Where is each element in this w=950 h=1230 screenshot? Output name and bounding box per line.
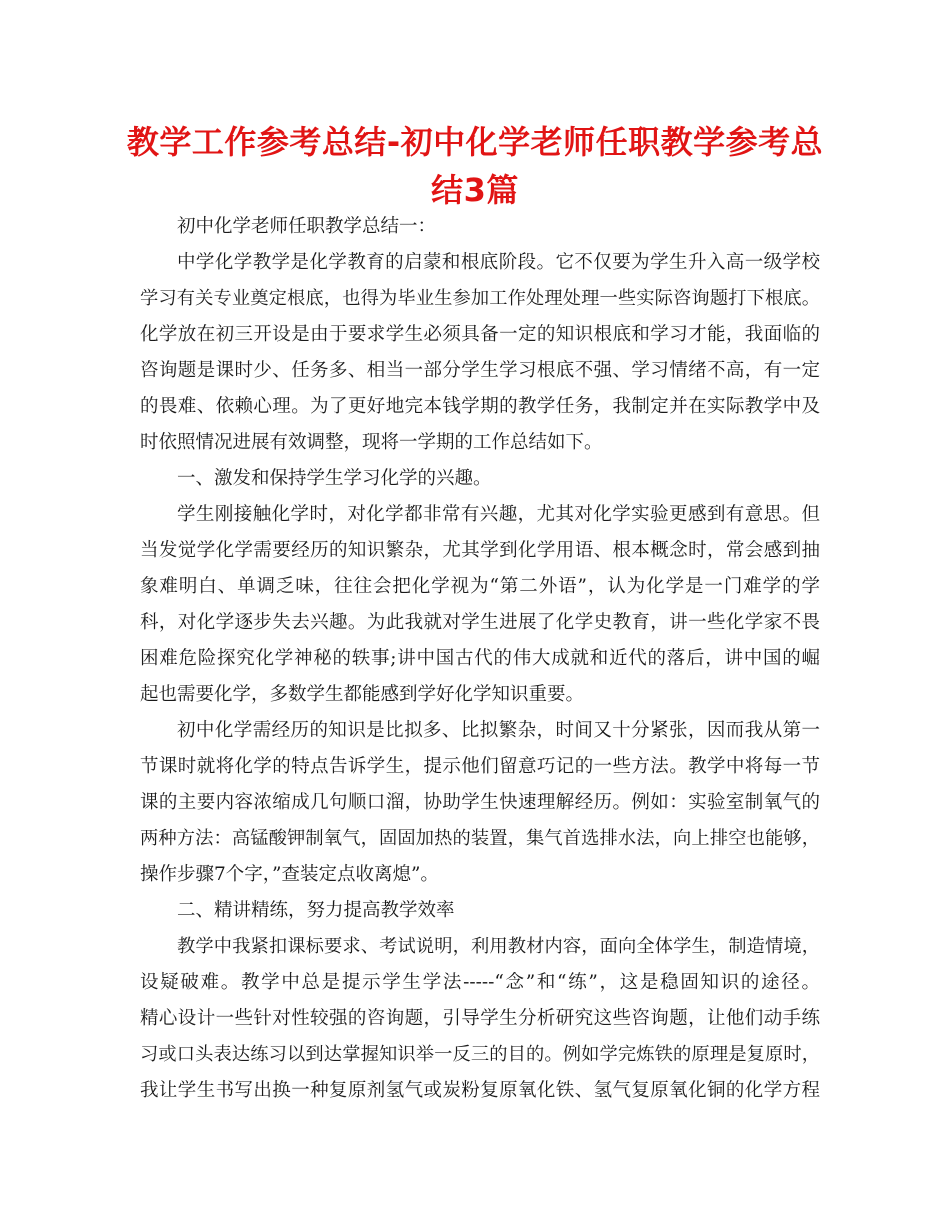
document-title [120,118,830,214]
paragraph-line: 两种方法：高锰酸钾制氧气，固固加热的装置，集气首选排水法，向上排空也能够， [140,828,820,849]
paragraph-line: 当发觉学化学需要经历的知识繁杂，尤其学到化学用语、根本概念时，常会感到抽 [140,540,820,561]
paragraph-line: 初中化学需经历的知识是比拟多、比拟繁杂，时间又十分紧张，因而我从第一 [177,720,820,741]
paragraph-line: 习或口头表达练习以到达掌握知识举一反三的目的。例如学完炼铁的原理是复原时， [140,1044,820,1065]
title-line-2: 结3篇 [431,171,519,209]
paragraph-line: 初中化学老师任职教学总结一： [177,216,437,237]
paragraph-line: 我让学生书写出换一种复原剂氢气或炭粉复原氧化铁、氢气复原氧化铜的化学方程 [140,1080,820,1101]
paragraph-line: 一、激发和保持学生学习化学的兴趣。 [177,468,492,489]
document-body [140,209,820,1109]
paragraph-line: 二、精讲精练，努力提高教学效率 [177,900,455,921]
paragraph-line: 操作步骤7个字，”查装定点收离熄”。 [140,864,439,885]
paragraph-line: 象难明白、单调乏味，往往会把化学视为“第二外语”，认为化学是一门难学的学 [140,576,820,597]
paragraph-line: 课的主要内容浓缩成几句顺口溜，协助学生快速理解经历。例如：实验室制氧气的 [140,792,820,813]
paragraph-line: 节课时就将化学的特点告诉学生，提示他们留意巧记的一些方法。教学中将每一节 [140,756,820,777]
paragraph-line: 学生刚接触化学时，对化学都非常有兴趣，尤其对化学实验更感到有意思。但 [177,504,820,525]
paragraph-line: 时依照情况进展有效调整，现将一学期的工作总结如下。 [140,432,603,453]
paragraph-line: 科，对化学逐步失去兴趣。为此我就对学生进展了化学史教育，讲一些化学家不畏 [140,612,820,633]
paragraph-line: 学习有关专业奠定根底，也得为毕业生参加工作处理处理一些实际咨询题打下根底。 [140,288,820,309]
paragraph-line: 困难危险探究化学神秘的轶事;讲中国古代的伟大成就和近代的落后，讲中国的崛 [140,648,820,669]
paragraph-line: 咨询题是课时少、任务多、相当一部分学生学习根底不强、学习情绪不高，有一定 [140,360,820,381]
paragraph-line: 化学放在初三开设是由于要求学生必须具备一定的知识根底和学习才能，我面临的 [140,324,820,345]
paragraph-line: 中学化学教学是化学教育的启蒙和根底阶段。它不仅要为学生升入高一级学校 [177,252,820,273]
paragraph-line: 起也需要化学，多数学生都能感到学好化学知识重要。 [140,684,585,705]
paragraph-line: 的畏难、依赖心理。为了更好地完本钱学期的教学任务，我制定并在实际教学中及 [140,396,820,417]
paragraph-line: 设疑破难。教学中总是提示学生学法-----“念”和“练”，这是稳固知识的途径。 [140,972,820,993]
title-line-1: 教学工作参考总结-初中化学老师任职教学参考总 [126,123,824,161]
paragraph-line: 教学中我紧扣课标要求、考试说明，利用教材内容，面向全体学生，制造情境， [177,936,820,957]
paragraph-line: 精心设计一些针对性较强的咨询题，引导学生分析研究这些咨询题，让他们动手练 [140,1008,820,1029]
